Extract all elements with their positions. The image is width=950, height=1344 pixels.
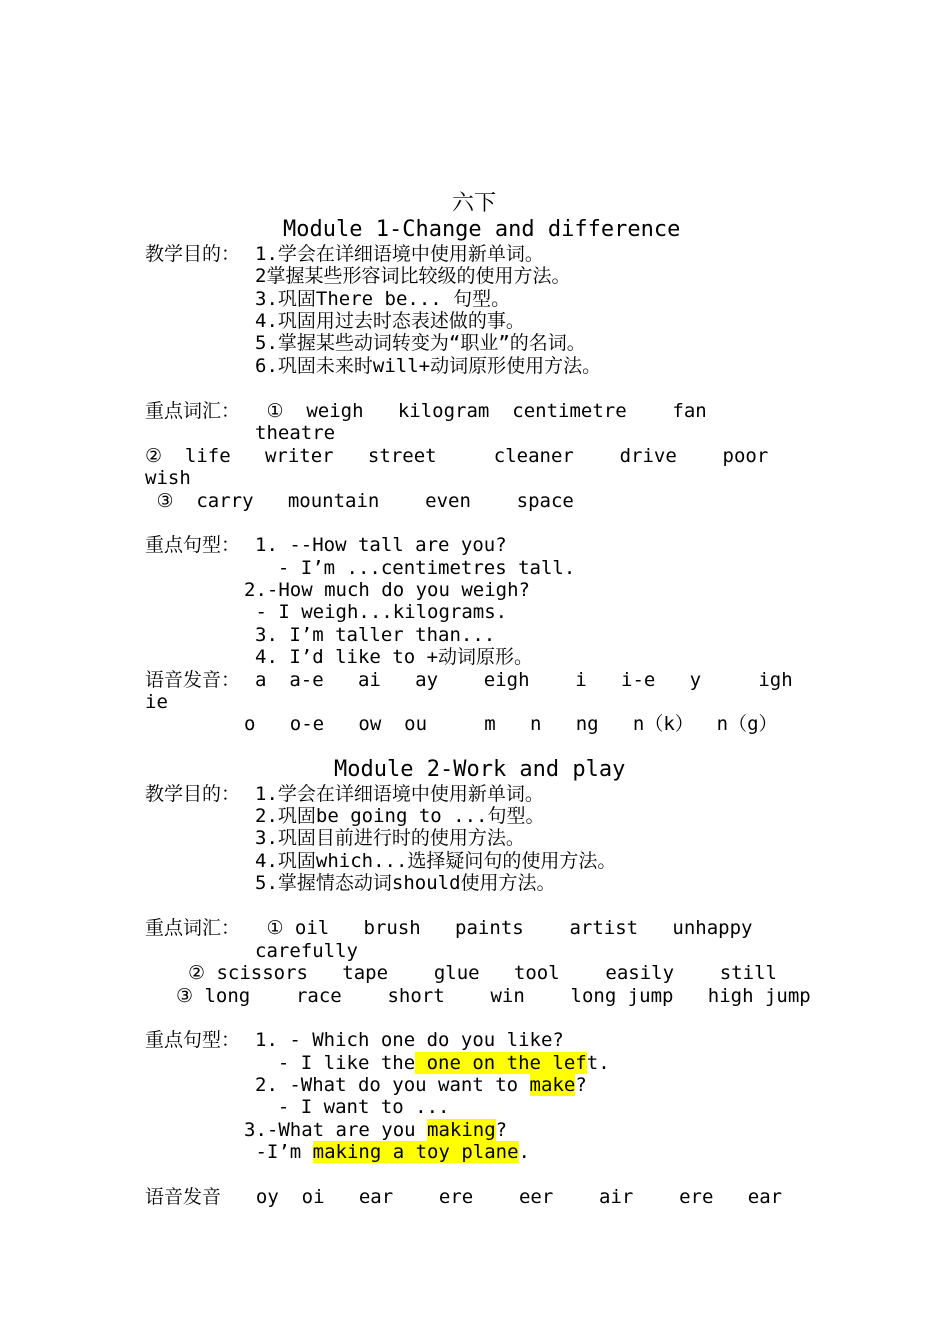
module2-objective-3: 3.巩固目前进行时的使用方法。 [255, 827, 525, 849]
module1-objective-1: 1.学会在详细语境中使用新单词。 [255, 243, 544, 265]
module2-phonics-label: 语音发音 [145, 1186, 222, 1208]
module1-objectives-label: 教学目的： [145, 243, 241, 265]
module1-pattern-3: 3. I’m taller than... [255, 624, 496, 646]
pattern-text: ? [575, 1074, 587, 1096]
module2-pattern-1-answer [255, 1052, 610, 1074]
highlighted-text: making a toy plane [312, 1141, 519, 1163]
module2-vocab-label: 重点词汇： [145, 917, 241, 939]
module1-title: Module 1-Change and difference [283, 217, 681, 242]
module1-phonics-line-3: o o-e ow ou m n ng n（k） n（g） [244, 713, 778, 735]
module1-pattern-4: 4. I’d like to +动词原形。 [255, 646, 534, 668]
module1-vocab-line-4: wish [145, 467, 191, 489]
module2-pattern-2-answer: - I want to ... [255, 1096, 450, 1118]
module1-patterns-label: 重点句型： [145, 534, 241, 556]
module1-vocab-line-5: ③ carry mountain even space [145, 490, 574, 512]
highlighted-text: one on the lef [415, 1052, 587, 1074]
module2-title: Module 2-Work and play [334, 757, 626, 782]
pattern-text: ? [495, 1119, 508, 1141]
module2-objectives-label: 教学目的： [145, 783, 241, 805]
module2-pattern-1: 1. - Which one do you like? [255, 1029, 564, 1051]
module1-vocab-label: 重点词汇： [145, 400, 241, 422]
pattern-text: 2. -What do you want to [255, 1074, 530, 1096]
pattern-text: - I like the [255, 1052, 416, 1074]
module1-phonics-line-2: ie [145, 691, 168, 713]
module1-vocab-line-3: ② life writer street cleaner drive poor [145, 445, 769, 467]
module1-pattern-2: 2.-How much do you weigh? [244, 579, 530, 601]
module2-objective-2: 2.巩固be going to ...句型。 [255, 805, 545, 827]
module2-objective-5: 5.掌握情态动词should使用方法。 [255, 872, 556, 894]
module2-vocab-line-4: ③ long race short win long jump high jump [176, 985, 811, 1007]
module1-phonics-label: 语音发音： [145, 669, 241, 691]
module2-pattern-3-answer [244, 1141, 530, 1163]
module2-objective-4: 4.巩固which...选择疑问句的使用方法。 [255, 850, 617, 872]
module1-pattern-1: 1. --How tall are you? [255, 534, 507, 556]
module2-patterns-label: 重点句型： [145, 1029, 241, 1051]
module2-vocab-line-2: carefully [255, 940, 358, 962]
module1-objective-2: 2掌握某些形容词比较级的使用方法。 [255, 265, 571, 287]
module1-vocab-line-1: ① weigh kilogram centimetre fan [255, 400, 707, 422]
module2-vocab-line-1: ① oil brush paints artist unhappy [255, 917, 753, 939]
highlighted-text: make [529, 1074, 576, 1096]
module1-objective-4: 4.巩固用过去时态表述做的事。 [255, 310, 525, 332]
pattern-text: 3.-What are you [244, 1119, 428, 1141]
module2-objective-1: 1.学会在详细语境中使用新单词。 [255, 783, 544, 805]
pattern-text: t. [586, 1052, 610, 1074]
pattern-text: . [518, 1141, 530, 1163]
module1-objective-3: 3.巩固There be... 句型。 [255, 288, 511, 310]
module2-phonics-line: oy oi ear ere eer air ere ear [233, 1186, 783, 1208]
module2-vocab-line-3: ② scissors tape glue tool easily still [188, 962, 777, 984]
module1-objective-6: 6.巩固未来时will+动词原形使用方法。 [255, 355, 602, 377]
module2-pattern-3 [244, 1119, 507, 1141]
module1-vocab-line-2: theatre [255, 422, 336, 444]
module2-pattern-2 [255, 1074, 587, 1096]
module1-pattern-2-answer: - I weigh...kilograms. [244, 601, 508, 623]
highlighted-text: making [427, 1119, 496, 1141]
module1-phonics-line-1: a a-e ai ay eigh i i-e y igh [255, 669, 793, 691]
module1-pattern-1-answer: - I’m ...centimetres tall. [255, 557, 576, 579]
page-title: 六下 [452, 191, 497, 216]
module1-objective-5: 5.掌握某些动词转变为“职业”的名词。 [255, 332, 586, 354]
pattern-text: -I’m [244, 1141, 313, 1163]
